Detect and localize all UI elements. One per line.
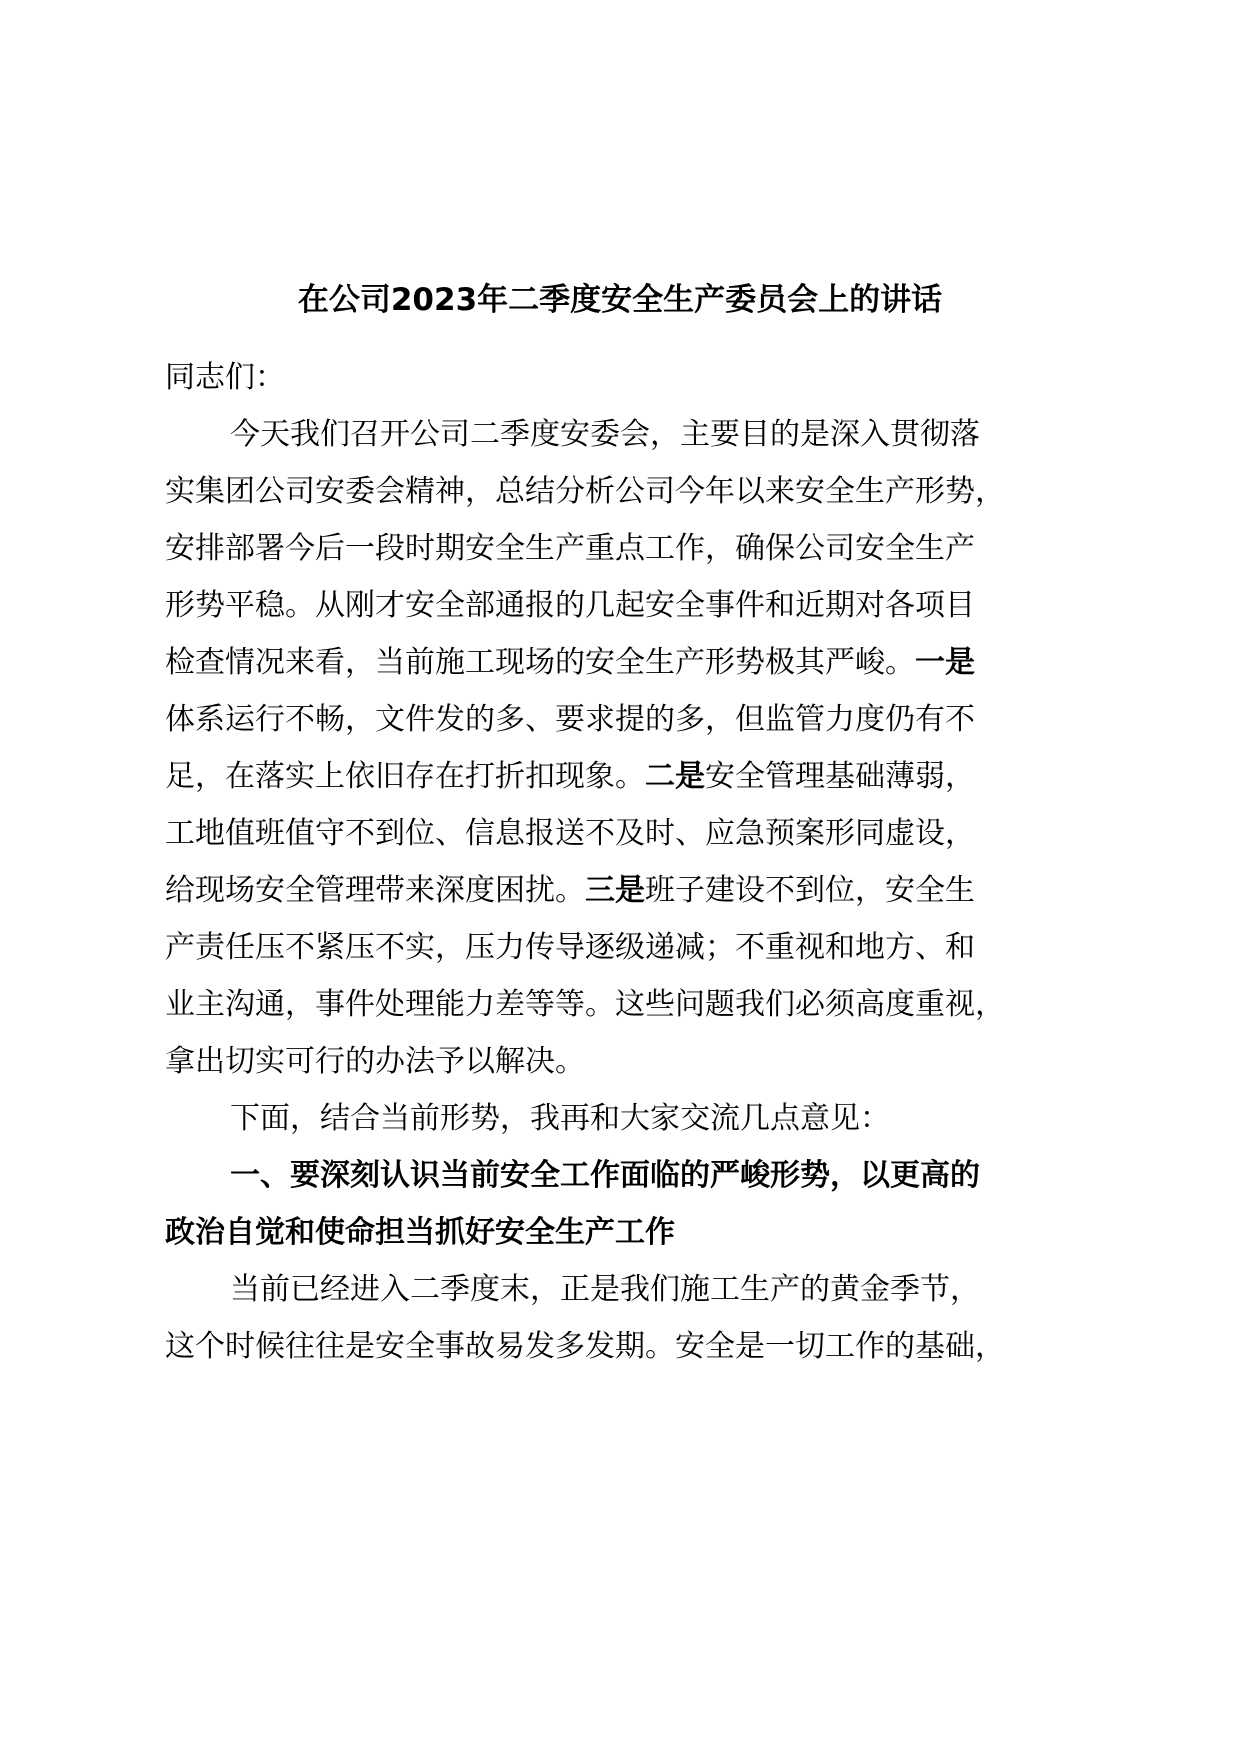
text-segment: 产责任压不紧压不实，压力传导逐级递减；不重视和地方、和 — [165, 930, 975, 965]
paragraph-line — [230, 1266, 980, 1314]
paragraph-line — [165, 639, 975, 687]
paragraph-line — [165, 981, 1005, 1029]
section-heading — [230, 1152, 980, 1200]
paragraph-line — [165, 582, 975, 630]
text-segment: 班子建设不到位，安全生 — [645, 873, 975, 908]
text-segment: 当前已经进入二季度末，正是我们施工生产的黄金季节， — [230, 1272, 980, 1307]
text-segment: 安全管理基础薄弱， — [705, 759, 975, 794]
paragraph-line — [165, 810, 975, 858]
text-segment: 足，在落实上依旧存在打折扣现象。 — [165, 759, 645, 794]
text-segment: 给现场安全管理带来深度困扰。 — [165, 873, 585, 908]
paragraph-line — [165, 924, 975, 972]
paragraph-line — [165, 468, 1005, 516]
text-segment: 业主沟通，事件处理能力差等等。这些问题我们必须高度重视， — [165, 987, 1005, 1022]
paragraph-line — [165, 1038, 585, 1086]
emphasis-second: 二是 — [645, 759, 705, 794]
text-segment: 下面，结合当前形势，我再和大家交流几点意见： — [230, 1101, 890, 1136]
paragraph-line — [165, 867, 975, 915]
text-segment: 拿出切实可行的办法予以解决。 — [165, 1044, 585, 1079]
text-segment: 安排部署今后一段时期安全生产重点工作，确保公司安全生产 — [165, 531, 975, 566]
paragraph-line — [165, 696, 975, 744]
emphasis-third: 三是 — [585, 873, 645, 908]
document-title: 在公司2023年二季度安全生产委员会上的讲话 — [297, 282, 943, 318]
paragraph-line — [165, 1323, 1005, 1371]
paragraph-line — [230, 411, 980, 459]
text-segment: 形势平稳。从刚才安全部通报的几起安全事件和近期对各项目 — [165, 588, 975, 623]
text-segment: 今天我们召开公司二季度安委会，主要目的是深入贯彻落 — [230, 417, 980, 452]
paragraph-line — [165, 525, 975, 573]
text-segment: 这个时候往往是安全事故易发多发期。安全是一切工作的基础， — [165, 1329, 1005, 1364]
text-segment: 检查情况来看，当前施工现场的安全生产形势极其严峻。 — [165, 645, 915, 680]
text-segment: 实集团公司安委会精神，总结分析公司今年以来安全生产形势， — [165, 474, 1005, 509]
heading-text: 政治自觉和使命担当抓好安全生产工作 — [165, 1215, 675, 1250]
text-segment: 体系运行不畅，文件发的多、要求提的多，但监管力度仍有不 — [165, 702, 975, 737]
emphasis-first: 一是 — [915, 645, 975, 680]
salutation: 同志们： — [165, 360, 285, 395]
section-heading — [165, 1209, 675, 1257]
paragraph-line — [165, 753, 975, 801]
paragraph-line — [230, 1095, 890, 1143]
heading-text: 一、要深刻认识当前安全工作面临的严峻形势，以更高的 — [230, 1158, 980, 1193]
text-segment: 工地值班值守不到位、信息报送不及时、应急预案形同虚设， — [165, 816, 975, 851]
